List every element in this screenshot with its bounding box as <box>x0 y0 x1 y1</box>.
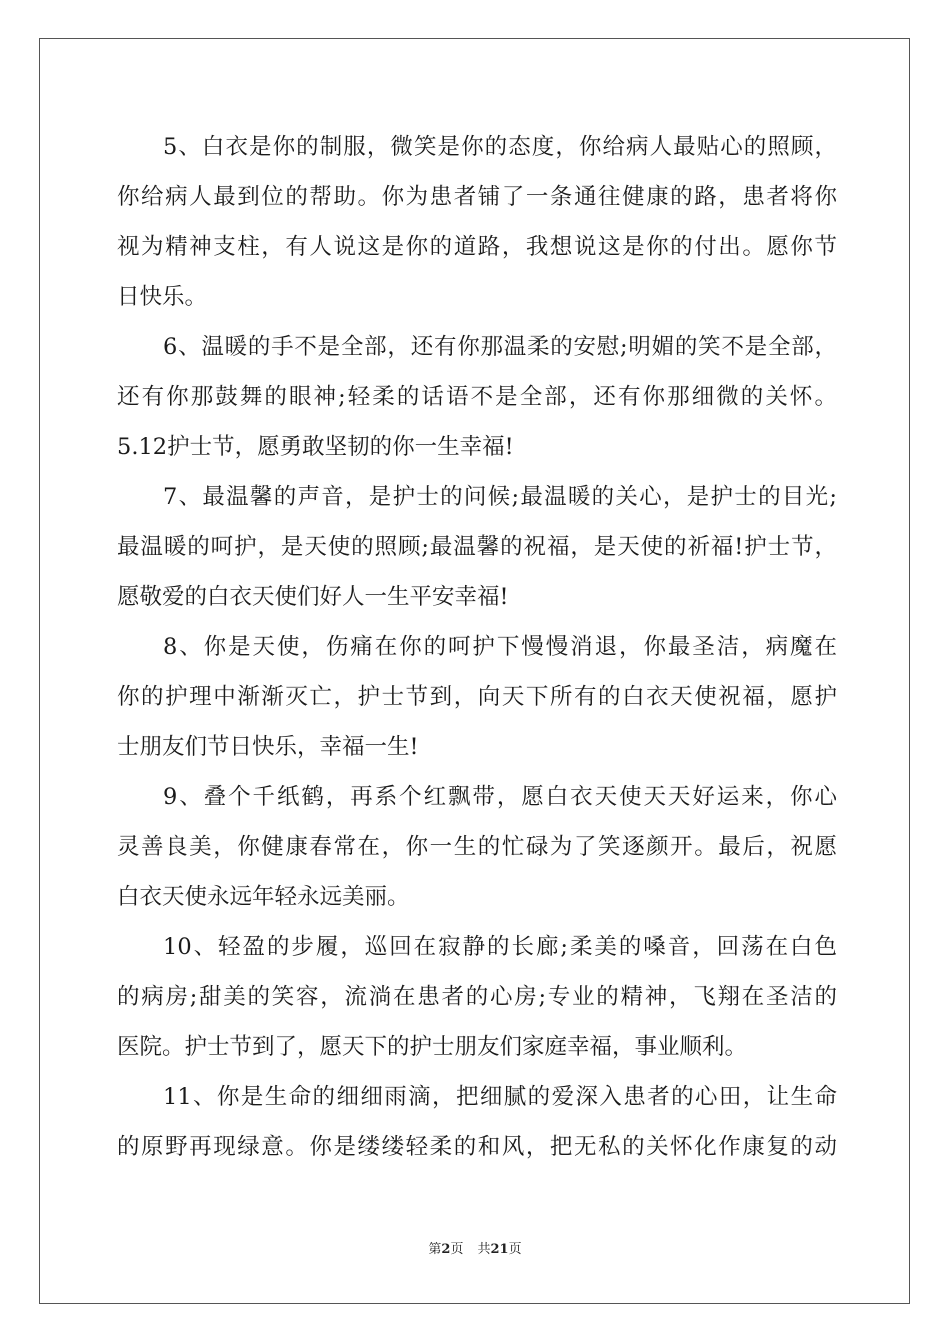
document-body <box>117 122 837 1172</box>
text-line: 你给病人最到位的帮助。你为患者铺了一条通往健康的路，患者将你 <box>117 184 837 210</box>
page-footer <box>0 1238 950 1257</box>
text-line: 8、你是天使，伤痛在你的呵护下慢慢消退，你最圣洁，病魔在 <box>163 634 837 660</box>
text-line: 白衣天使永远年轻永远美丽。 <box>117 884 410 910</box>
footer-prefix: 第 <box>428 1242 442 1257</box>
text-line: 的原野再现绿意。你是缕缕轻柔的和风，把无私的关怀化作康复的动 <box>117 1134 837 1160</box>
footer-page-word: 页 <box>450 1242 464 1257</box>
text-line: 9、叠个千纸鹤，再系个红飘带，愿白衣天使天天好运来，你心 <box>163 784 837 810</box>
text-line: 愿敬爱的白衣天使们好人一生平安幸福! <box>117 584 509 610</box>
text-line: 7、最温馨的声音，是护士的问候;最温暖的关心，是护士的目光; <box>163 484 837 510</box>
footer-total-prefix: 共 <box>477 1242 491 1257</box>
text-line: 你的护理中渐渐灭亡，护士节到，向天下所有的白衣天使祝福，愿护 <box>117 684 837 710</box>
text-line: 11、你是生命的细细雨滴，把细腻的爱深入患者的心田，让生命 <box>163 1084 837 1110</box>
text-line: 士朋友们节日快乐，幸福一生! <box>117 734 419 760</box>
current-page-number: 2 <box>441 1242 451 1257</box>
text-line: 灵善良美，你健康春常在，你一生的忙碌为了笑逐颜开。最后，祝愿 <box>117 834 837 860</box>
text-line: 的病房;甜美的笑容，流淌在患者的心房;专业的精神，飞翔在圣洁的 <box>117 984 837 1010</box>
text-line: 还有你那鼓舞的眼神;轻柔的话语不是全部，还有你那细微的关怀。 <box>117 384 837 410</box>
footer-total-suffix: 页 <box>508 1242 522 1257</box>
text-line: 日快乐。 <box>117 284 208 310</box>
text-line: 5.12护士节，愿勇敢坚韧的你一生幸福! <box>117 434 514 460</box>
text-line: 视为精神支柱，有人说这是你的道路，我想说这是你的付出。愿你节 <box>117 234 837 260</box>
total-pages-number: 21 <box>490 1242 509 1257</box>
text-line: 6、温暖的手不是全部，还有你那温柔的安慰;明媚的笑不是全部， <box>163 334 837 360</box>
text-line: 最温暖的呵护，是天使的照顾;最温馨的祝福，是天使的祈福!护士节， <box>117 534 837 560</box>
text-line: 5、白衣是你的制服，微笑是你的态度，你给病人最贴心的照顾， <box>163 134 837 160</box>
text-line: 医院。护士节到了，愿天下的护士朋友们家庭幸福，事业顺利。 <box>117 1034 748 1060</box>
text-line: 10、轻盈的步履，巡回在寂静的长廊;柔美的嗓音，回荡在白色 <box>163 934 837 960</box>
